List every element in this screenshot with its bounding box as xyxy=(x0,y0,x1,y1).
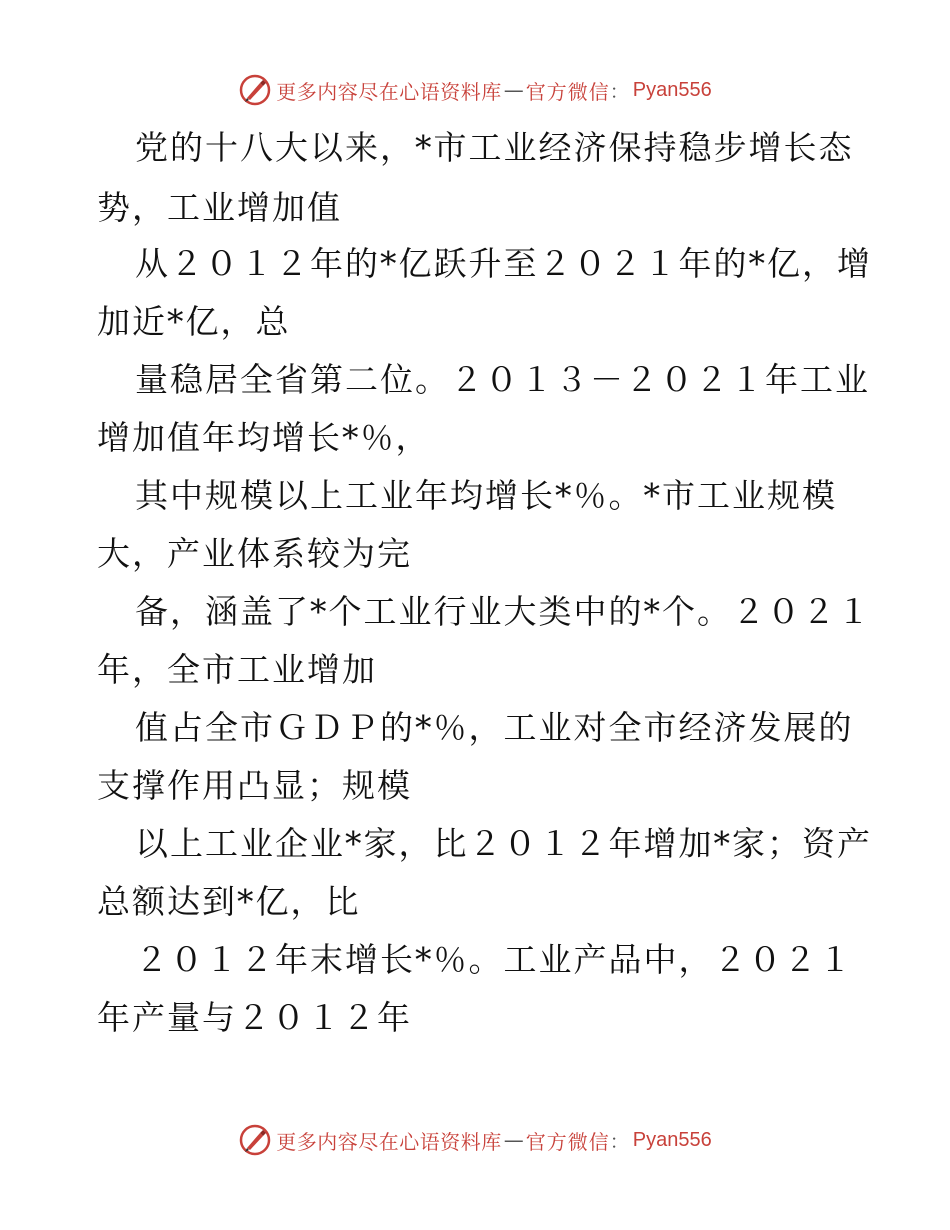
body-line: 年，全市工业增加 xyxy=(97,650,377,689)
banner-colon: ： xyxy=(609,1130,629,1153)
body-line: 备，涵盖了*个工业行业大类中的*个。２０２１ xyxy=(135,592,872,631)
library-name: 更多内容尽在心语资料库 xyxy=(276,79,502,104)
wechat-id: Pyan556 xyxy=(632,1128,712,1151)
wechat-id: Pyan556 xyxy=(632,78,712,101)
body-line: 从２０１２年的*亿跃升至２０２１年的*亿，增 xyxy=(135,244,872,283)
body-line: 年产量与２０１２年 xyxy=(97,998,412,1037)
body-line: ２０１２年末增长*％。工业产品中，２０２１ xyxy=(135,940,854,979)
wechat-label: 官方微信 xyxy=(525,1129,610,1154)
body-line: 支撑作用凸显；规模 xyxy=(97,766,412,805)
library-name: 更多内容尽在心语资料库 xyxy=(276,1129,502,1154)
footer-banner xyxy=(0,1118,950,1162)
body-line: 大，产业体系较为完 xyxy=(97,534,412,573)
pen-logo-icon xyxy=(238,1123,272,1157)
body-line: 增加值年均增长*％， xyxy=(97,418,431,457)
body-line: 党的十八大以来，*市工业经济保持稳步增长态 xyxy=(135,128,854,167)
body-line: 其中规模以上工业年均增长*％。*市工业规模 xyxy=(135,476,837,515)
body-line: 量稳居全省第二位。２０１３－２０２１年工业 xyxy=(135,360,870,399)
body-line: 总额达到*亿，比 xyxy=(97,882,361,921)
body-line: 势，工业增加值 xyxy=(97,188,342,227)
body-line: 以上工业企业*家，比２０１２年增加*家；资产 xyxy=(135,824,872,863)
banner-colon: ： xyxy=(609,80,629,103)
banner-separator: — xyxy=(503,1128,524,1152)
body-line: 加近*亿，总 xyxy=(97,302,291,341)
body-line: 值占全市ＧＤＰ的*％，工业对全市经济发展的 xyxy=(135,708,854,747)
banner-separator: — xyxy=(503,78,524,102)
wechat-label: 官方微信 xyxy=(525,79,610,104)
